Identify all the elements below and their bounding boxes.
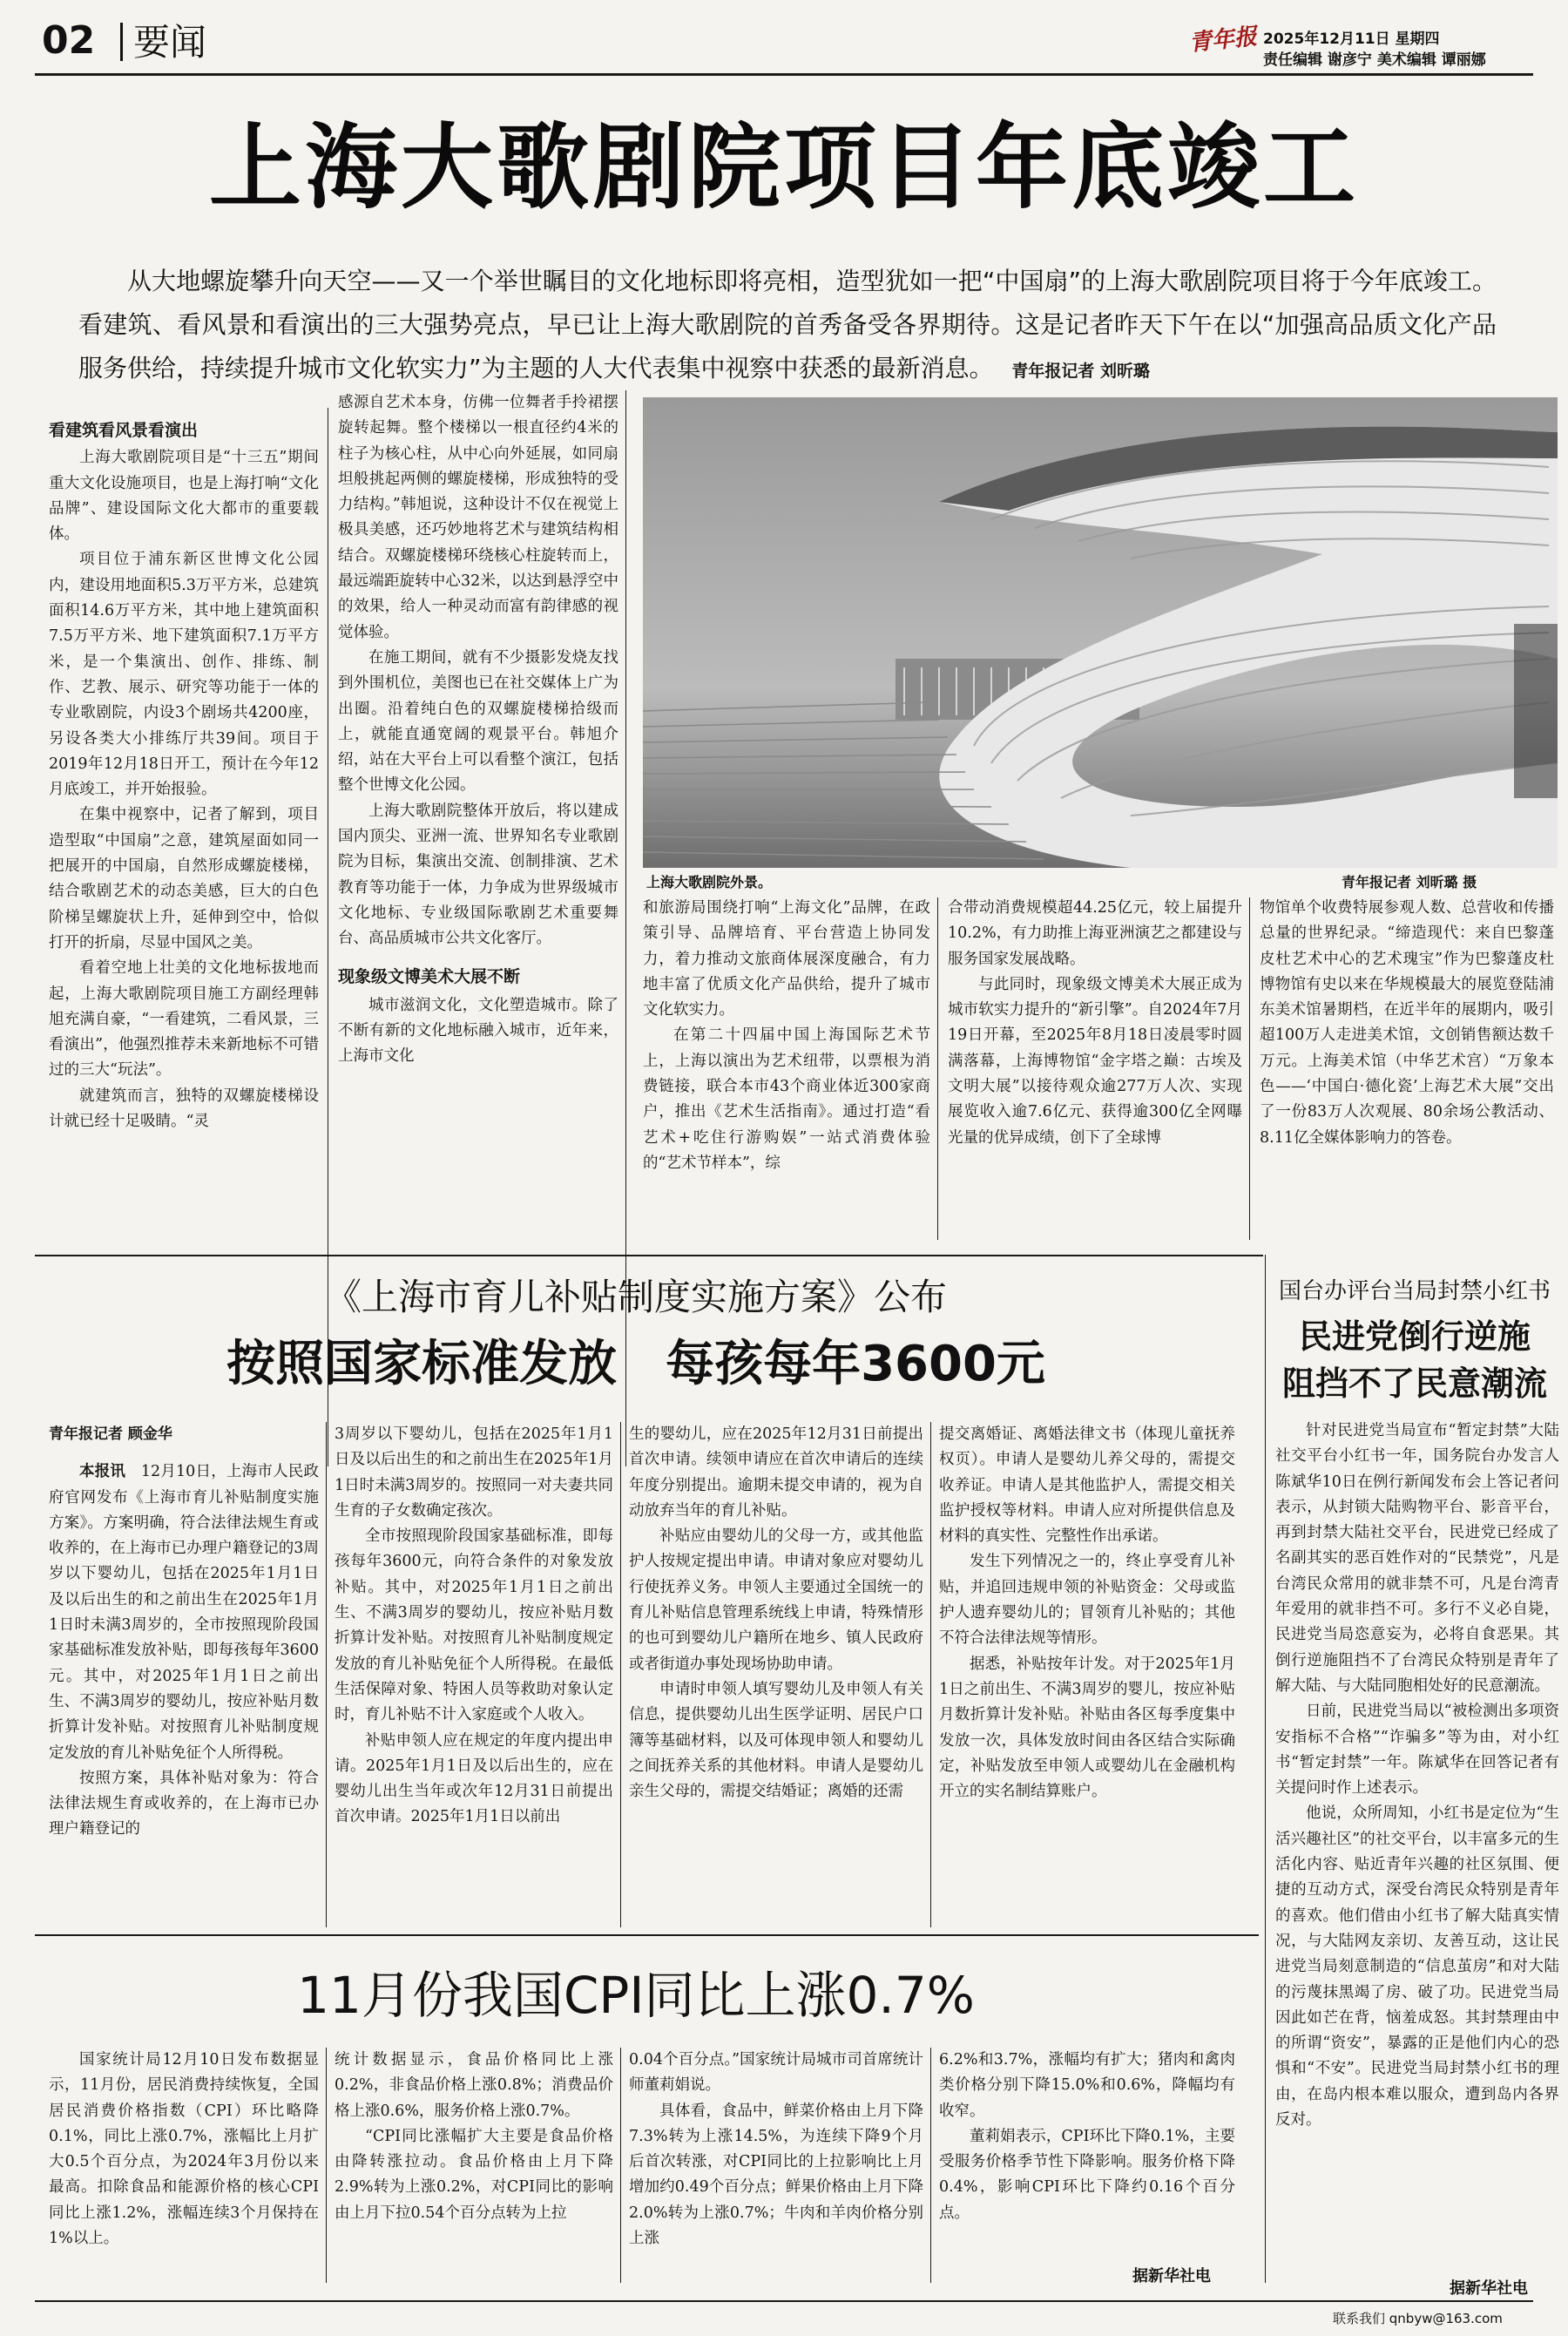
kicker-childcare: 《上海市育儿补贴制度实施方案》公布 — [324, 1276, 947, 1318]
childcare-column-2: 3周岁以下婴幼儿，包括在2025年1月1日及以后出生的和之前出生在2025年1月1日时未满3周岁的。按照同一对夫妻共同生育的子女数确定孩次。 全市按照现阶段国家基础标准，即每孩每年3600元，向符合条件的对象发放补贴。其中，对2025年1月1日之前出生、不满3周岁的婴幼儿，按应补贴月数折算计发补贴。对按照育儿补贴制度规定发放的育儿补贴免征个人所得税。在最低生活保障对象、特困人员等救助对象认定时，育儿补贴不计入家庭或个人收入。 补贴申领人应在规定的年度内提出申请。2025年1月1日及以后出生的，应在婴幼儿出生当年或次年12月31日前提出首次申请。2025年1月1日以前出 — [335, 1425, 613, 1826]
byline-childcare: 青年报记者 顾金华 — [49, 1425, 172, 1443]
opera-column-3: 和旅游局围绕打响“上海文化”品牌，在政策引导、品牌培育、平台营造上协同发力，着力推动文旅商体展深度融合，有力地丰富了优质文化产品供给，提升了城市文化软实力。 在第二十四届中国上海国际艺术节上，上海以演出为艺术纽带，以票根为消费链接，联合本市43个商业体近300家商户，推出《艺术生活指南》。通过打造“看艺术+吃住行游购娱”一站式消费体验的“艺术节样本”，综 — [643, 899, 930, 1172]
headline-opera: 上海大歌剧院项目年底竣工 — [209, 114, 1359, 221]
opera-column-5: 物馆单个收费特展参观人数、总营收和传播总量的世界纪录。“缔造现代：来自巴黎蓬皮杜艺术中心的艺术瑰宝”作为巴黎蓬皮杜博物馆有史以来在华规模最大的展览登陆浦东美术馆暑期档，在近半年的展期内，吸引超100万人走进美术馆，文创销售额达数千万元。上海美术馆（中华艺术宫）“万象本色——‘中国白·德化瓷’上海艺术大展”交出了一份83万人次观展、80余场公教活动、8.11亿全媒体影响力的答卷。 — [1260, 899, 1554, 1147]
column-divider — [620, 2048, 621, 2283]
footer-contact: 联系我们 qnbyw@163.com — [1333, 2311, 1503, 2326]
childcare-column-4: 提交离婚证、离婚法律文书（体现儿童抚养权页）。申请人是婴幼儿养父母的，需提交收养证。申请人是其他监护人，需提交相关监护授权等材料。申请人应对所提供信息及材料的真实性、完整性作出承诺。 发生下列情况之一的，终止享受育儿补贴，并追回违规申领的补贴资金：父母或监护人遗弃婴幼儿的；冒领育儿补贴的；其他不符合法律法规等情形。 据悉，补贴按年计发。对于2025年1月1日之前出生、不满3周岁的婴儿，按应补贴月数折算计发补贴。补贴由各区每季度集中发放一次，具体发放时间由各区结合实际确定，补贴发放至申领人或婴幼儿在金融机构开立的实名制结算账户。 — [939, 1425, 1235, 1801]
taiwan-credit: 据新华社电 — [1446, 2276, 1528, 2299]
opera-column-2: 感源自艺术本身，仿佛一位舞者手拎裙摆旋转起舞。整个楼梯以一根直径约4米的柱子为核心柱，从中心向外延展，如同扇坦般挑起两侧的螺旋楼梯，形成独特的受力结构。”韩旭说，这种设计不仅在视觉上极具美感，还巧妙地将艺术与建筑结构相结合。双螺旋楼梯环绕核心柱旋转而上，最远端距旋转中心32米，以达到悬浮空中的效果，给人一种灵动而富有韵律感的视觉体验。 在施工期间，就有不少摄影发烧友找到外围机位，美图也已在社交媒体上广为出圈。沿着纯白色的双螺旋楼梯拾级而上，就能直通宽阔的观景平台。韩旭介绍，站在大平台上可以看整个演江，包括整个世博文化公园。 上海大歌剧院整体开放后，将以建成国内顶尖、亚洲一流、世界知名专业歌剧院为目标，集演出交流、创制排演、艺术教育等功能于一体，力争成为世界级城市文化地标、专业级国际歌剧艺术重要舞台、高品质城市公共文化客厅。 现象级文博美术大展不断 城市滋润文化，文化塑造城市。除了不断有新的文化地标融入城市，近年来，上海市文化 — [338, 394, 618, 1066]
subhead-exhibitions: 现象级文博美术大展不断 — [338, 966, 521, 986]
cpi-column-2: 统计数据显示，食品价格同比上涨0.2%，非食品价格上涨0.8%；消费品价格上涨0.6%，服务价格上涨0.7%。 “CPI同比涨幅扩大主要是食品价格由降转涨拉动。食品价格由上月下降2.9%转为上涨0.2%，对CPI同比的影响由上月下拉0.54个百分点转为上拉 — [335, 2051, 613, 2222]
newspaper-logo: 青年报 — [1187, 24, 1259, 57]
lede-text: 从大地螺旋攀升向天空——又一个举世瞩目的文化地标即将亮相，造型犹如一把“中国扇”的上海大歌剧院项目将于今年底竣工。看建筑、看风景和看演出的三大强势亮点，早已让上海大歌剧院的首秀备受各界期待。这是记者昨天下午在以“加强高品质文化产品服务供给，持续提升城市文化软实力”为主题的人大代表集中视察中获悉的最新消息。 — [78, 267, 1497, 383]
headline-childcare: 按照国家标准发放 每孩每年3600元 — [226, 1336, 1045, 1392]
opera-column-4: 合带动消费规模超44.25亿元，较上届提升10.2%，有力助推上海亚洲演艺之都建设与服务国家发展战略。 与此同时，现象级文博美术大展正成为城市软实力提升的“新引擎”。自2024年7月19日开幕，至2025年8月18日凌晨零时圆满落幕，上海博物馆“金字塔之巅：古埃及文明大展”以接待观众逾277万人次、实现展览收入逾7.6亿元、获得逾300亿全网曝光量的优异成绩，创下了全球博 — [948, 899, 1242, 1147]
lede-opera — [78, 260, 1497, 393]
byline-opera: 青年报记者 刘昕璐 — [1011, 362, 1151, 381]
column-divider — [930, 1422, 931, 1927]
headline-cpi: 11月份我国CPI同比上涨0.7% — [297, 1966, 975, 2025]
cpi-credit: 据新华社电 — [1132, 2267, 1211, 2285]
column-divider — [620, 1422, 621, 1927]
column-divider — [326, 1422, 327, 1927]
photo-credit: 青年报记者 刘昕璐 摄 — [1342, 874, 1477, 890]
column-divider — [326, 2048, 327, 2283]
opera-house-photo — [643, 397, 1558, 868]
column-divider — [930, 2048, 931, 2283]
childcare-column-3: 生的婴幼儿，应在2025年12月31日前提出首次申请。续领申请应在首次申请后的连续年度分别提出。逾期未提交申请的，视为自动放弃当年的育儿补贴。 补贴应由婴幼儿的父母一方，或其他监护人按规定提出申请。申请对象应对婴幼儿行使抚养义务。申领人主要通过全国统一的育儿补贴信息管理系统线上申请，特殊情形的也可到婴幼儿户籍所在地乡、镇人民政府或者街道办事处现场协助申请。 申请时申领人填写婴幼儿及申领人有关信息，提供婴幼儿出生医学证明、居民户口簿等基础材料，以及可体现申领人和婴幼儿之间抚养关系的其他材料。申请人是婴幼儿亲生父母的，需提交结婚证；离婚的还需 — [629, 1425, 923, 1801]
story-separator — [35, 1934, 1259, 1936]
headline-taiwan-1: 民进党倒行逆施 — [1298, 1317, 1531, 1356]
footer-rule — [35, 2300, 1533, 2302]
column-divider — [1265, 1255, 1266, 2283]
subhead-architecture: 看建筑看风景看演出 — [49, 421, 199, 440]
header-rule — [35, 73, 1533, 76]
story-separator — [35, 1255, 1263, 1256]
opera-column-1: 看建筑看风景看演出 上海大歌剧院项目是“十三五”期间重大文化设施项目，也是上海打响“文化品牌”、建设国际文化大都市的重要载体。 项目位于浦东新区世博文化公园内，建设用地面积5.3万平方米，总建筑面积14.6万平方米，其中地上建筑面积7.5万平方米、地下建筑面积7.1万平方米，是一个集演出、创作、排练、制作、艺教、展示、研究等功能于一体的专业歌剧院，内设3个剧场共4200座，另设各类大小排练厅共39间。项目于2019年12月18日开工，预计在今年12月底竣工，并开始报验。 在集中视察中，记者了解到，项目造型取“中国扇”之意，建筑屋面如同一把展开的中国扇，自然形成螺旋楼梯，结合歌剧艺术的动态美感，巨大的白色阶梯呈螺旋状上升，延伸到空中，恰似打开的折扇，尽显中国风之美。 看着空地上壮美的文化地标拔地而起，上海大歌剧院项目施工方副经理韩旭充满自豪，“一看建筑，二看风景，三看演出”，他强烈推荐未来新地标不可错过的三大“玩法”。 就建筑而言，独特的双螺旋楼梯设计就已经十足吸睛。“灵 — [49, 416, 319, 1471]
page-number: 02 — [42, 18, 96, 63]
column-divider — [937, 897, 938, 1240]
cpi-column-1: 国家统计局12月10日发布数据显示，11月份，居民消费持续恢复，全国居民消费价格指数（CPI）环比略降0.1%，同比上涨0.7%，涨幅比上月扩大0.5个百分点，为2024年3月份以来最高。扣除食品和能源价格的核心CPI同比上涨1.2%，涨幅连续3个月保持在1%以上。 — [49, 2051, 319, 2248]
opera-photo-illustration — [643, 397, 1558, 868]
section-name: 要闻 — [133, 21, 207, 64]
cpi-column-4: 6.2%和3.7%，涨幅均有扩大；猪肉和禽肉类价格分别下降15.0%和0.6%，降幅均有收窄。 董莉娟表示，CPI环比下降0.1%，主要受服务价格季节性下降影响。服务价格下降0.4%，影响CPI环比下降约0.16个百分点。 — [939, 2051, 1235, 2222]
taiwan-column: 针对民进党当局宣布“暂定封禁”大陆社交平台小红书一年，国务院台办发言人陈斌华10日在例行新闻发布会上答记者问表示，从封锁大陆购物平台、影音平台，再到封禁大陆社交平台，民进党已经成了名副其实的恶百姓作对的“民禁党”，凡是台湾民众常用的就非禁不可，凡是台湾青年爱用的就非挡不可。多行不义必自毙，民进党当局恣意妄为，必将自食恶果。其倒行逆施阻挡不了台湾民众特别是青年了解大陆、与大陆同胞相处好的民意潮流。 日前，民进党当局以“被检测出多项资安指标不合格”“诈骗多”等为由，对小红书“暂定封禁”一年。陈斌华在回答记者有关提问时作上述表示。 他说，众所周知，小红书是定位为“生活兴趣社区”的社交平台，以丰富多元的生活化内容、贴近青年兴趣的社区氛围、便捷的互动方式，深受台湾民众特别是青年的喜欢。他们借由小红书了解大陆真实情况，与大陆网友亲切、友善互动，这让民进党当局刻意制造的“信息茧房”和对大陆的污蔑抹黑竭了房、破了功。民进党当局因此如芒在背，恼羞成怒。其封禁理由中的所谓“资安”，暴露的正是他们内心的恐惧和“不安”。民进党当局封禁小红书的理由，在岛内根本难以服众，遭到岛内各界反对。 — [1275, 1422, 1559, 2129]
editors-line: 责任编辑 谢彦宁 美术编辑 谭丽娜 — [1263, 51, 1486, 69]
cpi-column-3: 0.04个百分点。”国家统计局城市司首席统计师董莉娟说。 具体看，食品中，鲜菜价格由上月下降7.3%转为上涨14.5%，为连续下降9个月后首次转涨，对CPI同比的上拉影响比上月增加约0.49个百分点；鲜果价格由上月下降2.0%转为上涨0.7%；牛肉和羊肉价格分别上涨 — [629, 2051, 923, 2248]
photo-caption: 上海大歌剧院外景。 — [646, 874, 773, 890]
childcare-column-1: 青年报记者 顾金华 本报讯 12月10日，上海市人民政府官网发布《上海市育儿补贴制度实施方案》。方案明确，符合法律法规生育或收养的，在上海市已办理户籍登记的3周岁以下婴幼儿，包括在2025年1月1日及以后出生的和之前出生在2025年1月1日时未满3周岁的，全市按照现阶段国家基础标准发放补贴，即每孩每年3600元。其中，对2025年1月1日之前出生、不满3周岁的婴幼儿，按应补贴月数折算计发补贴。对按照育儿补贴制度规定发放的育儿补贴免征个人所得税。 按照方案，具体补贴对象为：符合法律法规生育或收养的，在上海市已办理户籍登记的 — [49, 1422, 319, 1927]
issue-date: 2025年12月11日 星期四 — [1263, 30, 1440, 48]
column-divider — [1249, 897, 1250, 1240]
lead-tag: 本报讯 — [79, 1463, 126, 1481]
header-divider-vertical — [120, 23, 123, 61]
kicker-taiwan: 国台办评台当局封禁小红书 — [1278, 1278, 1551, 1304]
headline-taiwan-2: 阻挡不了民意潮流 — [1281, 1364, 1547, 1403]
